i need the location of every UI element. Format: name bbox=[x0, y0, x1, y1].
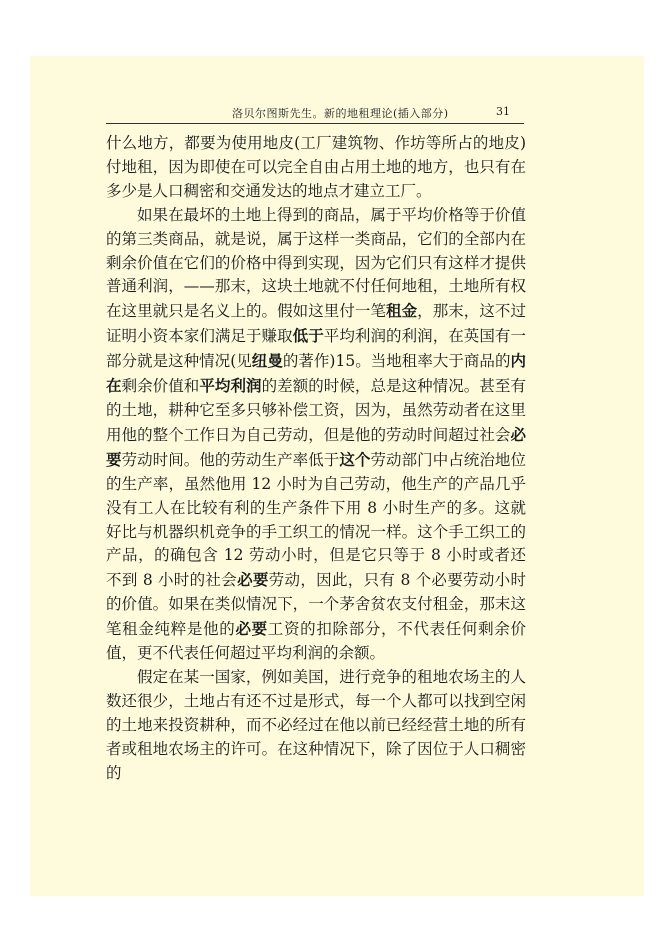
paragraph bbox=[106, 204, 526, 666]
text-run: 工资的扣除部分，不代表任何剩余价值，更不代表任何超过平均利润的余额。 bbox=[106, 620, 526, 663]
text-run: 劳动时间。他的劳动生产率低于 bbox=[121, 450, 340, 469]
text-run: 劳动，因此，只有 8 个必要劳动小时的价值。如果在类似情况下，一个茅舍贫农支付租金，那末这笔租金纯粹是他的 bbox=[106, 571, 527, 639]
paragraph bbox=[106, 132, 526, 204]
text-run: 什么地方，都要为使用地皮(工厂建筑物、作坊等所占的地皮)付地租，因为即使在可以完全自由占用土地的地方，也只有在多少是人口稠密和交通发达的地点才建立工厂。 bbox=[106, 134, 526, 200]
text-run: 假定在某一国家，例如美国，进行竞争的租地农场主的人数还很少，土地占有还不过是形式，每一个人都可以找到空闲的土地来投资耕种，而不必经过在他以前已经经营土地的所有者或租地农场主的许可。在这种情况下，除了因位于人口稠密的 bbox=[106, 667, 526, 782]
running-header bbox=[106, 103, 524, 124]
header-title: 洛贝尔图斯先生。新的地租理论(插入部分) bbox=[232, 107, 449, 120]
emphasized-text: 纽曼 bbox=[251, 351, 283, 371]
emphasized-text: 内在 bbox=[106, 351, 526, 396]
page-number: 31 bbox=[496, 105, 510, 118]
text-run: 的差额的时候，总是这种情况。甚至有的土地，耕种它至多只够补偿工资，因为，虽然劳动者在这里用他的整个工作日为自己劳动，但是他的劳动时间超过社会 bbox=[106, 377, 526, 444]
emphasized-text: 这个 bbox=[339, 449, 371, 469]
text-run: 劳动部门中占统治地位的生产率，虽然他用 12 小时为自己劳动，他生产的产品几乎没有工人在比较有利的生产条件下用 8 小时生产的多。这就好比与机器织机竞争的手工织工的情况一样。这个手工织工的产品，的确包含 12 劳动小时，但是它只等于 8 小时或者还不到 8 小时的社会 bbox=[106, 450, 526, 590]
emphasized-text: 必要 bbox=[106, 424, 526, 469]
text-run: 剩余价值和 bbox=[121, 377, 200, 396]
emphasized-text: 低于 bbox=[292, 326, 324, 346]
body-text bbox=[106, 132, 526, 785]
text-run: 平均利润的利润，在英国有一部分就是这种情况(见 bbox=[106, 327, 526, 371]
emphasized-text: 租金 bbox=[386, 301, 418, 321]
emphasized-text: 必要 bbox=[235, 619, 268, 639]
emphasized-text: 必要 bbox=[237, 570, 269, 590]
paragraph bbox=[106, 666, 526, 786]
text-run: 如果在最坏的土地上得到的商品，属于平均价格等于价值的第三类商品，就是说，属于这样一类商品，它们的全部内在剩余价值在它们的价格中得到实现，因为它们只有这样才提供普通利润，——那末，这块土地就不付任何地租，土地所有权在这里就只是名义上的。假如这里付一笔 bbox=[106, 205, 526, 321]
emphasized-text: 平均利润 bbox=[199, 376, 262, 396]
text-run: 的著作)15。当地租率大于商品的 bbox=[282, 352, 511, 371]
text-run: ，那末，这不过证明小资本家们满足于赚取 bbox=[106, 302, 526, 346]
